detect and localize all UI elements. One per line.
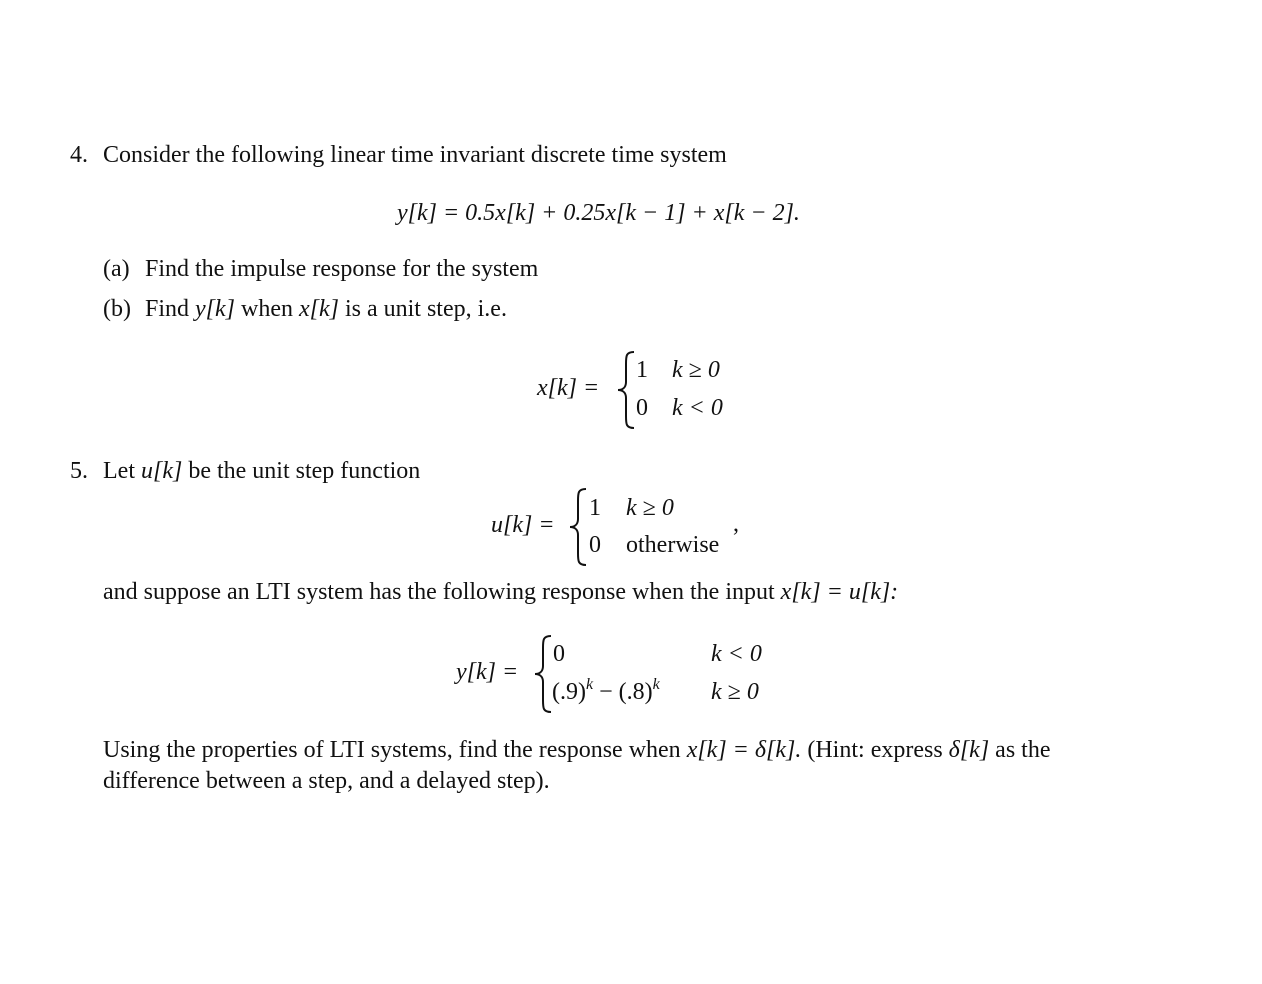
problem-4-equation: y[k] = 0.5x[k] + 0.25x[k − 1] + x[k − 2].	[397, 200, 800, 226]
response-case2-value	[552, 676, 660, 705]
response-case1-value: 0	[553, 641, 565, 667]
step-def-brace	[616, 350, 638, 430]
unit-step-lhs: u[k] =	[491, 512, 555, 538]
unit-step-case2-value: 0	[589, 532, 601, 558]
step-def-case1-cond: k ≥ 0	[672, 357, 720, 383]
part-b-text-1: Find	[145, 296, 190, 322]
response-def-lhs: y[k] =	[456, 659, 519, 685]
final-text-2: (Hint: express	[807, 737, 943, 763]
step-def-case2-value: 0	[636, 395, 648, 421]
problem-5-math-1: u[k]	[140, 458, 183, 484]
unit-step-case1-value: 1	[589, 495, 601, 521]
part-a-text: Find the impulse response for the system	[145, 256, 539, 282]
final-math-1: x[k] = δ[k].	[686, 737, 802, 763]
unit-step-brace	[568, 487, 590, 567]
part-b-label: (b)	[103, 296, 131, 322]
response-case2-term-b: (.8)	[618, 679, 653, 705]
part-b-text-2: when	[241, 296, 293, 322]
final-text-3: as the	[995, 737, 1051, 763]
part-b-math-2: x[k]	[298, 296, 339, 322]
problem-5-number: 5.	[70, 458, 88, 484]
unit-step-case2-cond: otherwise	[626, 532, 720, 558]
problem-4-number: 4.	[70, 142, 88, 168]
step-def-lhs: x[k] =	[537, 375, 600, 401]
response-case1-cond: k < 0	[711, 641, 762, 667]
response-case2-exp-a: k	[585, 676, 594, 693]
final-instruction-line2: difference between a step, and a delayed step).	[103, 768, 550, 794]
step-def-case1-value: 1	[636, 357, 648, 383]
problem-5-text-1: Let	[103, 458, 135, 484]
final-math-2: δ[k]	[948, 737, 990, 763]
response-intro-math: x[k] = u[k]:	[780, 579, 899, 605]
part-b-text-3: is a unit step, i.e.	[344, 296, 507, 322]
response-case2-minus: −	[593, 679, 619, 705]
response-case2-term-a: (.9)	[552, 679, 586, 705]
unit-step-trailing-comma: ,	[733, 511, 739, 537]
part-b-math-1: y[k]	[195, 296, 235, 322]
part-a-label: (a)	[103, 256, 130, 282]
problem-4-intro: Consider the following linear time invariant discrete time system	[103, 142, 727, 168]
response-case2-exp-b: k	[652, 676, 660, 693]
response-case2-cond: k ≥ 0	[711, 679, 759, 705]
response-intro-text: and suppose an LTI system has the following response when the input	[103, 579, 775, 605]
part-b-text	[145, 297, 507, 321]
final-instruction-line1	[103, 738, 1050, 762]
response-intro	[103, 580, 898, 604]
unit-step-case1-cond: k ≥ 0	[626, 495, 674, 521]
problem-5-intro	[103, 459, 420, 483]
problem-5-text-2: be the unit step function	[188, 458, 421, 484]
step-def-case2-cond: k < 0	[672, 395, 723, 421]
final-text-1: Using the properties of LTI systems, find the response when	[103, 737, 681, 763]
